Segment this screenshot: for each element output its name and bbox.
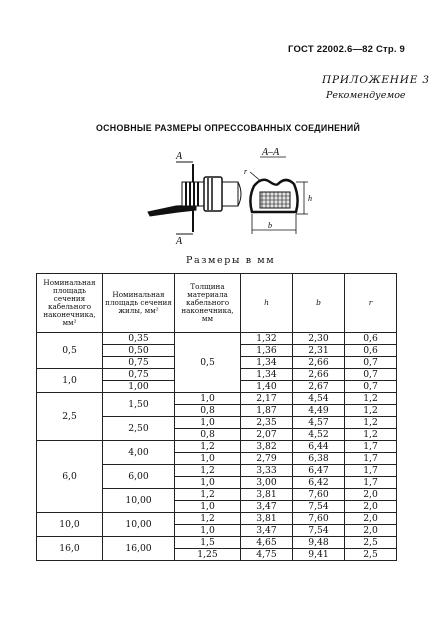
lug-area-cell: 2,5 — [37, 393, 103, 441]
h-cell: 3,47 — [241, 501, 293, 513]
b-cell: 2,30 — [293, 333, 345, 345]
r-cell: 2,0 — [345, 513, 397, 525]
core-area-cell: 1,00 — [103, 381, 175, 393]
b-cell: 7,60 — [293, 489, 345, 501]
h-cell: 2,17 — [241, 393, 293, 405]
thickness-cell: 1,25 — [175, 549, 241, 561]
thickness-cell: 0,8 — [175, 405, 241, 417]
b-cell: 2,66 — [293, 369, 345, 381]
lug-area-cell: 1,0 — [37, 369, 103, 393]
recommended-label: Рекомендуемое — [326, 90, 406, 101]
r-cell: 2,0 — [345, 489, 397, 501]
section-view — [250, 180, 297, 212]
h-cell: 1,40 — [241, 381, 293, 393]
thickness-cell: 1,0 — [175, 477, 241, 489]
core-area-cell: 2,50 — [103, 417, 175, 441]
header-r: r — [345, 274, 397, 333]
r-cell: 1,7 — [345, 465, 397, 477]
r-cell: 1,2 — [345, 429, 397, 441]
units-caption: Размеры в мм — [186, 255, 276, 266]
r-cell: 0,7 — [345, 369, 397, 381]
header-core-area: Номинальная площадь сечения жилы, мм² — [103, 274, 175, 333]
lug-area-cell: 6,0 — [37, 441, 103, 513]
r-cell: 1,7 — [345, 477, 397, 489]
lug-side-view — [148, 177, 241, 216]
thickness-cell: 0,5 — [175, 333, 241, 393]
b-cell: 7,60 — [293, 513, 345, 525]
thickness-cell: 1,5 — [175, 537, 241, 549]
h-cell: 3,81 — [241, 489, 293, 501]
b-cell: 4,57 — [293, 417, 345, 429]
core-area-cell: 16,00 — [103, 537, 175, 561]
r-cell: 0,7 — [345, 381, 397, 393]
core-area-cell: 0,50 — [103, 345, 175, 357]
h-cell: 3,81 — [241, 513, 293, 525]
r-cell: 0,7 — [345, 357, 397, 369]
r-cell: 2,5 — [345, 537, 397, 549]
b-cell: 7,54 — [293, 525, 345, 537]
gost-header: ГОСТ 22002.6—82 Стр. 9 — [288, 44, 406, 55]
thickness-cell: 1,0 — [175, 525, 241, 537]
h-cell: 1,34 — [241, 369, 293, 381]
cut-label-top: А — [176, 151, 183, 162]
header-lug-area: Номинальная площадь сечения кабельного наконечника, мм² — [37, 274, 103, 333]
r-cell: 2,5 — [345, 549, 397, 561]
b-cell: 4,52 — [293, 429, 345, 441]
r-cell: 1,2 — [345, 393, 397, 405]
width-label: b — [268, 221, 272, 230]
h-cell: 1,87 — [241, 405, 293, 417]
core-area-cell: 4,00 — [103, 441, 175, 465]
b-cell: 4,54 — [293, 393, 345, 405]
section-label: А–А — [262, 147, 280, 158]
appendix-label: ПРИЛОЖЕНИЕ 3 — [322, 74, 430, 86]
r-cell: 1,2 — [345, 405, 397, 417]
table-header-row — [37, 274, 397, 333]
page-title: ОСНОВНЫЕ РАЗМЕРЫ ОПРЕССОВАННЫХ СОЕДИНЕНИЙ — [96, 123, 361, 133]
core-area-cell: 0,35 — [103, 333, 175, 345]
r-cell: 0,6 — [345, 345, 397, 357]
table-row — [37, 513, 397, 525]
thickness-cell: 1,0 — [175, 501, 241, 513]
radius-label: r — [244, 167, 248, 176]
h-cell: 3,82 — [241, 441, 293, 453]
thickness-cell: 1,0 — [175, 453, 241, 465]
h-cell: 3,33 — [241, 465, 293, 477]
core-area-cell: 0,75 — [103, 357, 175, 369]
thickness-cell: 1,2 — [175, 465, 241, 477]
b-cell: 7,54 — [293, 501, 345, 513]
table-row — [37, 393, 397, 405]
thickness-cell: 0,8 — [175, 429, 241, 441]
table-row — [37, 537, 397, 549]
h-cell: 2,79 — [241, 453, 293, 465]
b-cell: 6,44 — [293, 441, 345, 453]
b-cell: 2,31 — [293, 345, 345, 357]
h-cell: 3,47 — [241, 525, 293, 537]
thickness-cell: 1,2 — [175, 513, 241, 525]
table-row — [37, 333, 397, 345]
core-area-cell: 6,00 — [103, 465, 175, 489]
thickness-cell: 1,0 — [175, 417, 241, 429]
core-area-cell: 10,00 — [103, 489, 175, 513]
crimp-connection-drawing — [0, 0, 431, 260]
thickness-cell: 1,2 — [175, 489, 241, 501]
h-cell: 4,65 — [241, 537, 293, 549]
cut-label-bottom: А — [176, 236, 183, 247]
b-cell: 6,42 — [293, 477, 345, 489]
h-cell: 1,32 — [241, 333, 293, 345]
b-cell: 9,48 — [293, 537, 345, 549]
dimensions-table — [36, 273, 397, 561]
thickness-cell: 1,2 — [175, 441, 241, 453]
r-cell: 1,2 — [345, 417, 397, 429]
header-b: b — [293, 274, 345, 333]
header-h: h — [241, 274, 293, 333]
r-cell: 2,0 — [345, 525, 397, 537]
b-cell: 6,38 — [293, 453, 345, 465]
r-cell: 0,6 — [345, 333, 397, 345]
b-cell: 4,49 — [293, 405, 345, 417]
b-cell: 2,66 — [293, 357, 345, 369]
b-cell: 2,67 — [293, 381, 345, 393]
r-cell: 1,7 — [345, 453, 397, 465]
h-cell: 2,35 — [241, 417, 293, 429]
h-cell: 1,36 — [241, 345, 293, 357]
r-cell: 2,0 — [345, 501, 397, 513]
lug-area-cell: 16,0 — [37, 537, 103, 561]
core-area-cell: 1,50 — [103, 393, 175, 417]
core-area-cell: 0,75 — [103, 369, 175, 381]
lug-area-cell: 0,5 — [37, 333, 103, 369]
core-area-cell: 10,00 — [103, 513, 175, 537]
b-cell: 9,41 — [293, 549, 345, 561]
h-cell: 1,34 — [241, 357, 293, 369]
b-cell: 6,47 — [293, 465, 345, 477]
width-dimension — [252, 214, 296, 234]
thickness-cell: 1,0 — [175, 393, 241, 405]
lug-area-cell: 10,0 — [37, 513, 103, 537]
h-cell: 2,07 — [241, 429, 293, 441]
table-row — [37, 441, 397, 453]
header-thickness: Толщина материала кабельного наконечника, мм — [175, 274, 241, 333]
r-cell: 1,7 — [345, 441, 397, 453]
h-cell: 3,00 — [241, 477, 293, 489]
height-label: h — [308, 194, 312, 203]
h-cell: 4,75 — [241, 549, 293, 561]
